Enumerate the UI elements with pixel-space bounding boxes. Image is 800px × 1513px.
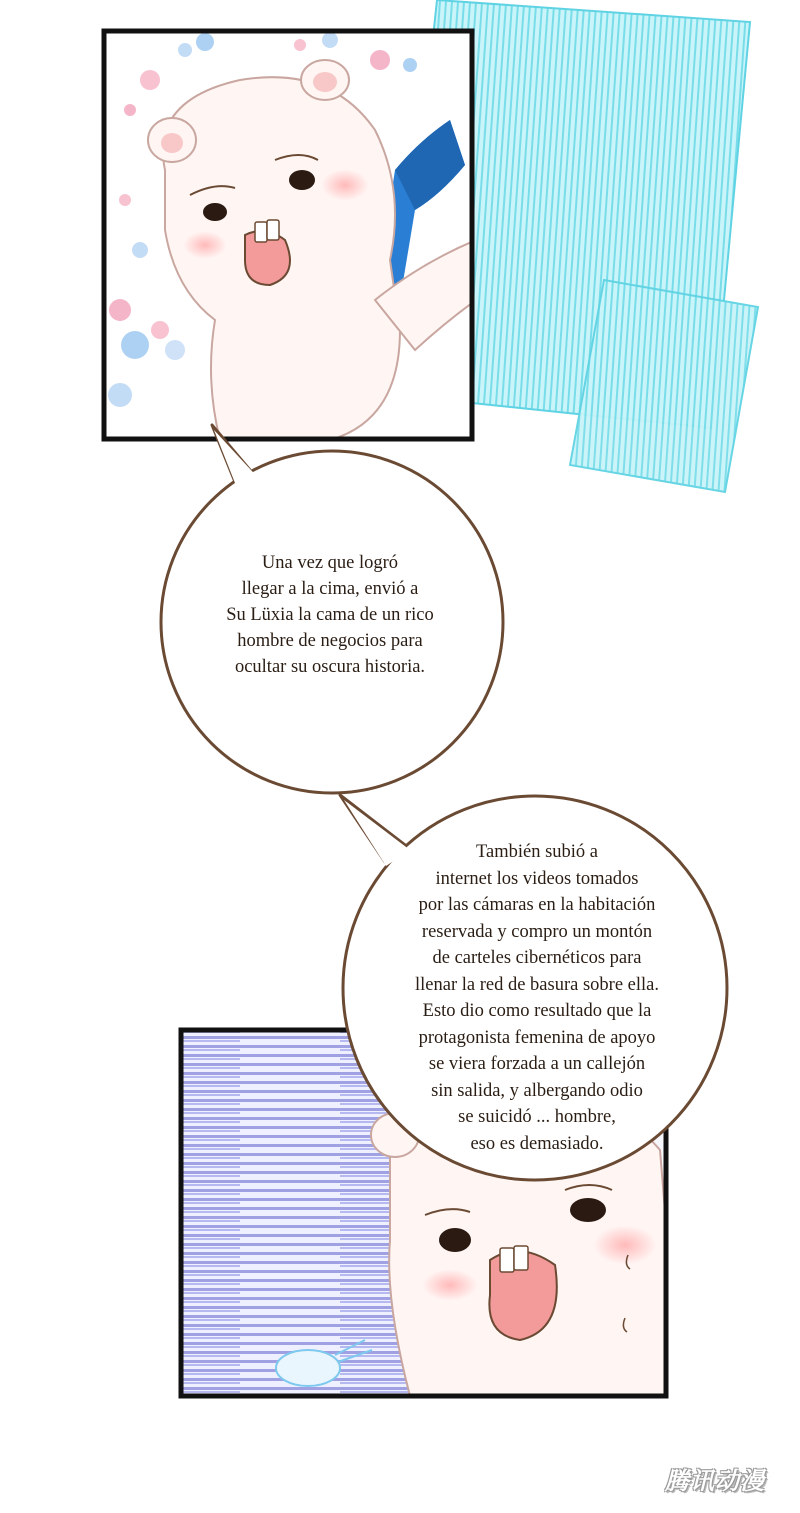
bubble-2-line: protagonista femenina de apoyo [418, 1027, 656, 1048]
speech-bubble-2-text [352, 839, 722, 1157]
publisher-watermark-logo: 腾讯动漫 [665, 1466, 765, 1495]
bubble-1-line: Una vez que logró [261, 553, 399, 573]
bubble-2-line: reservada y compro un montón [421, 921, 653, 942]
bubble-1-line: Su Lüxia la cama de un rico [226, 605, 434, 625]
speech-bubble-1-text [180, 550, 480, 680]
bubble-2-line: llenar la red de basura sobre ella. [415, 974, 659, 995]
bubble-1-line: ocultar su oscura historia. [234, 657, 426, 677]
bubble-2-line: sin salida, y albergando odio [431, 1080, 643, 1101]
bubble-2-line: por las cámaras en la habitación [418, 895, 656, 915]
bubble-2-line: internet los videos tomados [435, 868, 639, 889]
bubble-1-line: llegar a la cima, envió a [241, 579, 419, 599]
bubble-1-line: hombre de negocios para [237, 631, 423, 651]
bubble-2-line: se suicidó ... hombre, [458, 1107, 616, 1127]
bubble-2-line: También subió a [475, 842, 598, 862]
bubble-2-line: Esto dio como resultado que la [422, 1001, 652, 1021]
bubble-2-line: eso es demasiado. [470, 1133, 604, 1154]
bubble-2-line: de carteles cibernéticos para [432, 948, 642, 968]
bubble-2-line: se viera forzada a un callejón [428, 1054, 646, 1074]
